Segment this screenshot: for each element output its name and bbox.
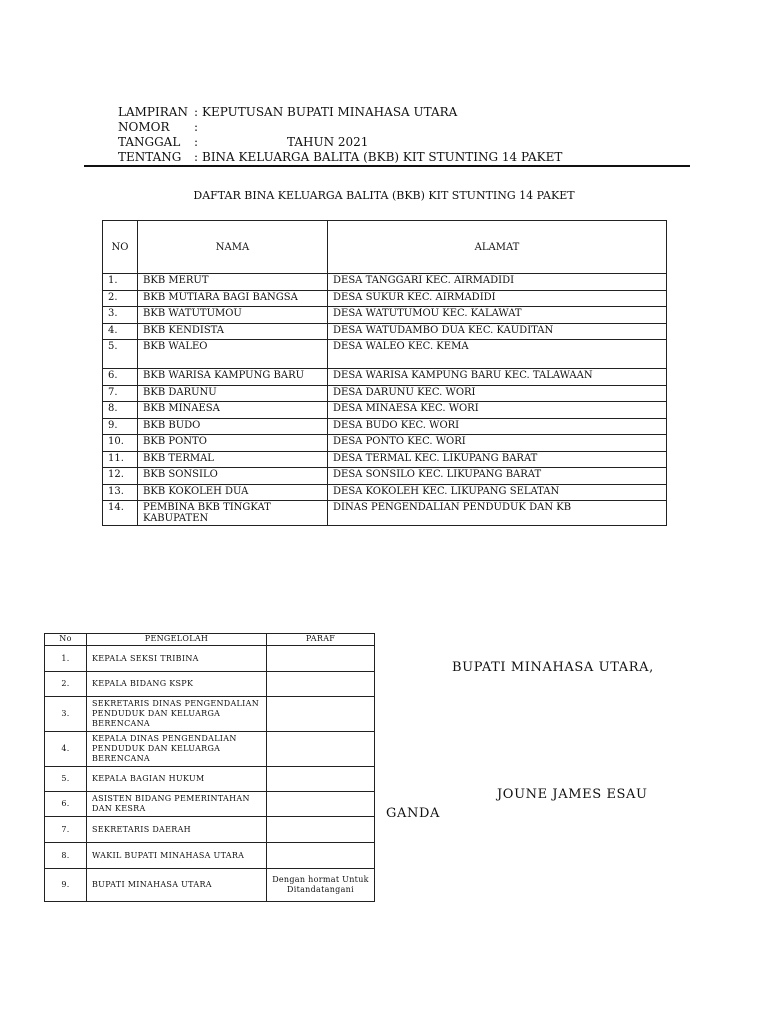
header-lampiran (118, 105, 562, 120)
table-row (103, 290, 667, 307)
table-row (45, 646, 375, 672)
cell-alamat: DESA KOKOLEH KEC. LIKUPANG SELATAN (328, 484, 667, 501)
signature-name-line2: GANDA (386, 806, 440, 821)
cell-alamat: DESA TERMAL KEC. LIKUPANG BARAT (328, 451, 667, 468)
cell-pengelolah: ASISTEN BIDANG PEMERINTAHAN DAN KESRA (87, 792, 267, 817)
header-nomor (118, 120, 562, 135)
header-tanggal (118, 135, 562, 150)
cell-paraf (267, 792, 375, 817)
cell-nama: PEMBINA BKB TINGKAT KABUPATEN (138, 501, 328, 526)
cell-no: 8. (103, 402, 138, 419)
cell-pengelolah: KEPALA SEKSI TRIBINA (87, 646, 267, 672)
cell-no: 1. (103, 274, 138, 291)
tentang-value: BINA KELUARGA BALITA (BKB) KIT STUNTING 14 PAKET (202, 150, 563, 164)
table-row (45, 843, 375, 869)
cell-nama: BKB SONSILO (138, 468, 328, 485)
cell-pengelolah: SEKRETARIS DAERAH (87, 817, 267, 843)
cell-nama: BKB MUTIARA BAGI BANGSA (138, 290, 328, 307)
cell-nama: BKB DARUNU (138, 385, 328, 402)
table-row (103, 451, 667, 468)
table-row (103, 340, 667, 369)
tentang-label: TENTANG (118, 150, 182, 164)
cell-paraf (267, 732, 375, 767)
table-row (103, 385, 667, 402)
pengelolah-table (44, 633, 375, 902)
cell-alamat: DESA WALEO KEC. KEMA (328, 340, 667, 369)
nomor-label: NOMOR (118, 120, 170, 134)
table-row (45, 732, 375, 767)
cell-paraf (267, 817, 375, 843)
cell-no: 2. (103, 290, 138, 307)
cell-no: 1. (45, 646, 87, 672)
lampiran-label: LAMPIRAN (118, 105, 188, 119)
header-paraf: PARAF (267, 634, 375, 646)
cell-alamat: DESA SONSILO KEC. LIKUPANG BARAT (328, 468, 667, 485)
cell-paraf (267, 697, 375, 732)
header-tentang (118, 150, 562, 165)
table-header-row (103, 221, 667, 274)
header-no: NO (103, 221, 138, 274)
table-row (103, 418, 667, 435)
cell-nama: BKB BUDO (138, 418, 328, 435)
separator: : (194, 120, 199, 134)
cell-alamat: DESA TANGGARI KEC. AIRMADIDI (328, 274, 667, 291)
cell-pengelolah: SEKRETARIS DINAS PENGENDALIAN PENDUDUK DAN KELUARGA BERENCANA (87, 697, 267, 732)
cell-pengelolah: WAKIL BUPATI MINAHASA UTARA (87, 843, 267, 869)
cell-nama: BKB WARISA KAMPUNG BARU (138, 369, 328, 386)
cell-no: 12. (103, 468, 138, 485)
cell-alamat: DESA DARUNU KEC. WORI (328, 385, 667, 402)
cell-pengelolah: KEPALA BIDANG KSPK (87, 672, 267, 697)
signature-name-line1: JOUNE JAMES ESAU (497, 787, 648, 802)
table-row (103, 402, 667, 419)
table-row (45, 817, 375, 843)
tanggal-label: TANGGAL (118, 135, 181, 149)
cell-nama: BKB MERUT (138, 274, 328, 291)
table-row (45, 697, 375, 732)
table-row (45, 869, 375, 902)
cell-alamat: DESA WATUTUMOU KEC. KALAWAT (328, 307, 667, 324)
cell-nama: BKB PONTO (138, 435, 328, 452)
table-row (45, 767, 375, 792)
cell-nama: BKB WATUTUMOU (138, 307, 328, 324)
separator: : (194, 105, 199, 119)
cell-pengelolah: KEPALA DINAS PENGENDALIAN PENDUDUK DAN KELUARGA BERENCANA (87, 732, 267, 767)
cell-alamat: DESA PONTO KEC. WORI (328, 435, 667, 452)
cell-no: 2. (45, 672, 87, 697)
cell-paraf: Dengan hormat Untuk Ditandatangani (267, 869, 375, 902)
cell-pengelolah: KEPALA BAGIAN HUKUM (87, 767, 267, 792)
cell-alamat: DESA WARISA KAMPUNG BARU KEC. TALAWAAN (328, 369, 667, 386)
table-row (103, 484, 667, 501)
cell-paraf (267, 646, 375, 672)
cell-no: 10. (103, 435, 138, 452)
cell-no: 5. (103, 340, 138, 369)
table-row (103, 468, 667, 485)
cell-nama: BKB TERMAL (138, 451, 328, 468)
table-row (45, 672, 375, 697)
lampiran-value: KEPUTUSAN BUPATI MINAHASA UTARA (202, 105, 458, 119)
separator: : (194, 150, 199, 164)
cell-nama: BKB KOKOLEH DUA (138, 484, 328, 501)
cell-paraf (267, 843, 375, 869)
list-title: DAFTAR BINA KELUARGA BALITA (BKB) KIT STUNTING 14 PAKET (193, 189, 575, 202)
header-no: No (45, 634, 87, 646)
cell-paraf (267, 672, 375, 697)
table-row (103, 435, 667, 452)
header-alamat: ALAMAT (328, 221, 667, 274)
cell-nama: BKB MINAESA (138, 402, 328, 419)
table-header-row (45, 634, 375, 646)
cell-no: 8. (45, 843, 87, 869)
cell-no: 3. (45, 697, 87, 732)
cell-alamat: DESA BUDO KEC. WORI (328, 418, 667, 435)
table-row (103, 369, 667, 386)
table-row (103, 323, 667, 340)
cell-no: 5. (45, 767, 87, 792)
cell-alamat: DESA SUKUR KEC. AIRMADIDI (328, 290, 667, 307)
cell-no: 6. (103, 369, 138, 386)
cell-no: 3. (103, 307, 138, 324)
signature-title: BUPATI MINAHASA UTARA, (452, 660, 654, 675)
cell-alamat: DESA WATUDAMBO DUA KEC. KAUDITAN (328, 323, 667, 340)
document-header (118, 105, 562, 165)
cell-no: 13. (103, 484, 138, 501)
table-row (45, 792, 375, 817)
separator: : (194, 135, 199, 149)
table-row (103, 274, 667, 291)
cell-no: 9. (45, 869, 87, 902)
table-row (103, 307, 667, 324)
tanggal-value: TAHUN 2021 (287, 135, 369, 149)
bkb-list-table (102, 220, 667, 526)
cell-no: 6. (45, 792, 87, 817)
cell-nama: BKB WALEO (138, 340, 328, 369)
cell-no: 14. (103, 501, 138, 526)
cell-no: 11. (103, 451, 138, 468)
cell-no: 4. (103, 323, 138, 340)
cell-alamat: DESA MINAESA KEC. WORI (328, 402, 667, 419)
header-divider (84, 165, 690, 167)
cell-no: 4. (45, 732, 87, 767)
header-nama: NAMA (138, 221, 328, 274)
header-pengelolah: PENGELOLAH (87, 634, 267, 646)
cell-no: 7. (103, 385, 138, 402)
cell-no: 7. (45, 817, 87, 843)
cell-no: 9. (103, 418, 138, 435)
cell-nama: BKB KENDISTA (138, 323, 328, 340)
cell-paraf (267, 767, 375, 792)
table-row (103, 501, 667, 526)
cell-pengelolah: BUPATI MINAHASA UTARA (87, 869, 267, 902)
cell-alamat: DINAS PENGENDALIAN PENDUDUK DAN KB (328, 501, 667, 526)
